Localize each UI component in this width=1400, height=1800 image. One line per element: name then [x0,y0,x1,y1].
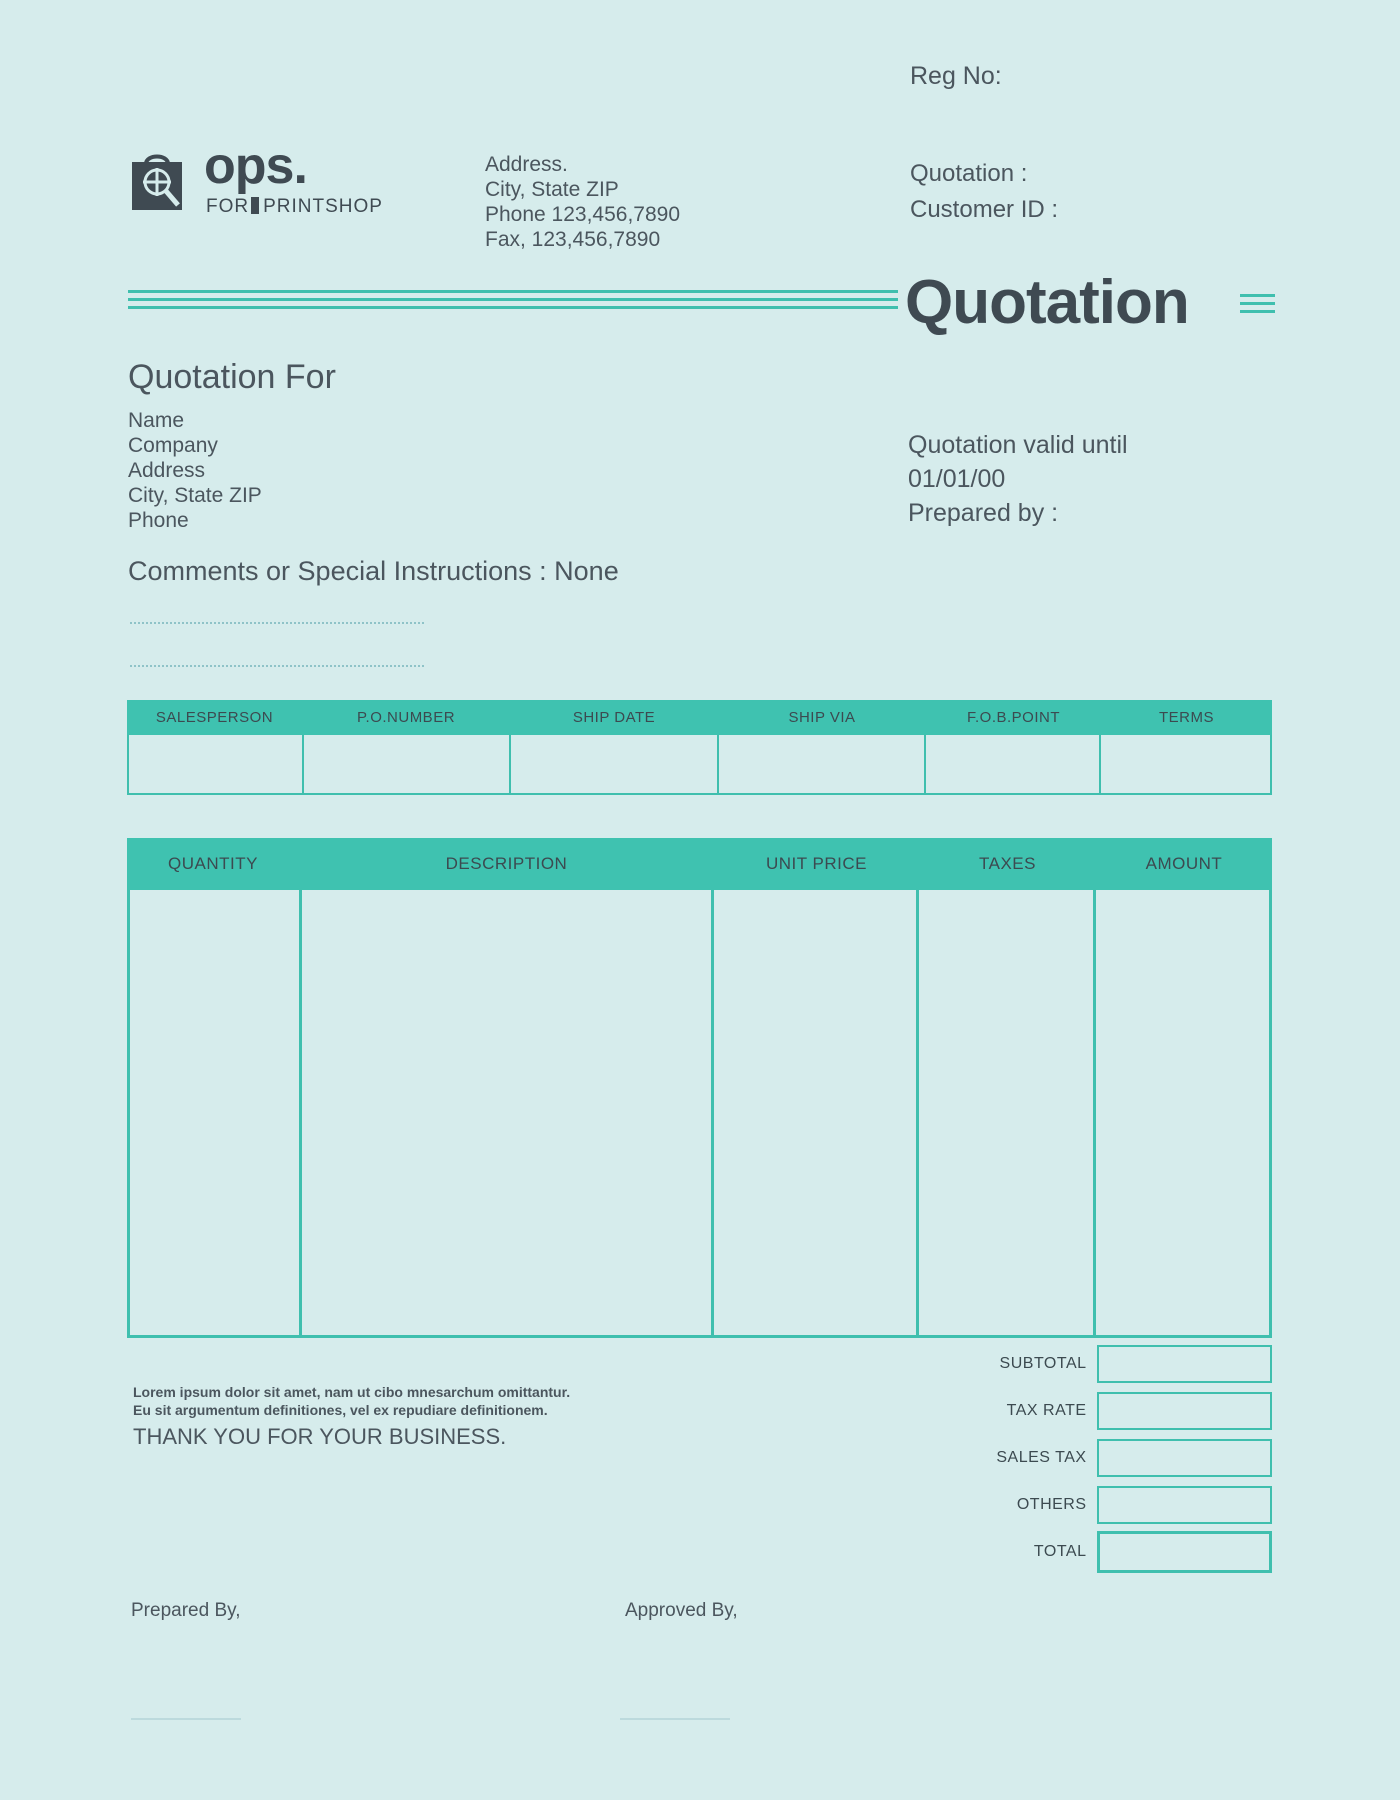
column-amount[interactable] [1096,890,1269,1335]
company-phone: Phone 123,456,7890 [485,203,681,226]
label-subtotal: SUBTOTAL [999,1354,1087,1372]
approved-by-signature-line[interactable] [620,1718,730,1720]
brand-tagline-pre: FOR [206,196,250,217]
header-amount: AMOUNT [1145,854,1223,873]
shipping-table [127,700,1272,795]
page-title: Quotation [905,268,1189,337]
comments-line-1[interactable] [130,622,424,624]
footer-note-line-1: Lorem ipsum dolor sit amet, nam ut cibo mnesarchum omittantur. [133,1384,571,1400]
cell-salesperson[interactable] [129,735,304,793]
header-taxes: TAXES [979,854,1036,873]
company-address-block [485,152,680,252]
value-tax-rate[interactable] [1097,1392,1272,1430]
company-address: Address. [485,153,568,176]
header-ship-date: SHIP DATE [572,709,656,726]
validity-block [908,428,1128,530]
prepared-by-signature-line[interactable] [131,1718,241,1720]
brand-tagline-post: PRINTSHOP [263,196,383,217]
header-rule-left [128,290,898,318]
totals-row-tax-rate [948,1387,1272,1434]
cell-fob-point[interactable] [926,735,1101,793]
column-quantity[interactable] [130,890,302,1335]
quotation-for-heading: Quotation For [128,358,336,396]
customer-city-state-zip: City, State ZIP [128,484,262,507]
header-rule-right [1240,294,1275,318]
items-table-body [127,890,1272,1338]
prepared-by-label: Prepared by : [908,499,1059,527]
header-salesperson: SALESPERSON [155,709,274,726]
label-others: OTHERS [1016,1495,1087,1513]
column-description[interactable] [302,890,713,1335]
shopping-bag-icon [130,150,192,212]
customer-id-label: Customer ID : [910,196,1059,223]
label-total: TOTAL [1033,1542,1087,1560]
label-sales-tax: SALES TAX [996,1448,1087,1466]
totals-row-sales-tax [948,1434,1272,1481]
column-taxes[interactable] [919,890,1096,1335]
company-fax: Fax, 123,456,7890 [485,228,661,251]
shipping-table-row [127,735,1272,795]
cell-po-number[interactable] [304,735,511,793]
customer-phone: Phone [128,509,189,532]
header-quantity: QUANTITY [168,854,258,873]
thank-you-message: THANK YOU FOR YOUR BUSINESS. [133,1424,507,1449]
header-fob-point: F.O.B.POINT [966,709,1060,726]
header-ship-via: SHIP VIA [788,709,856,726]
quotation-for-details [128,408,262,533]
label-tax-rate: TAX RATE [1006,1401,1087,1419]
totals-row-total [948,1528,1272,1575]
brand-name: ops. [204,137,307,195]
items-table-header [127,838,1272,890]
approved-by-signature-label: Approved By, [625,1600,738,1621]
shipping-table-header [127,700,1272,735]
header-po-number: P.O.NUMBER [356,709,456,726]
header-unit-price: UNIT PRICE [765,854,868,873]
items-table [127,838,1272,1338]
valid-until-date: 01/01/00 [908,465,1006,493]
value-sales-tax[interactable] [1097,1439,1272,1477]
cell-ship-via[interactable] [719,735,926,793]
totals-row-subtotal [948,1340,1272,1387]
column-unit-price[interactable] [714,890,919,1335]
reg-no-label: Reg No: [910,62,1002,90]
quotation-number-label: Quotation : [910,160,1028,187]
comments-label: Comments or Special Instructions : None [128,556,619,586]
header-terms: TERMS [1159,709,1214,726]
comments-line-2[interactable] [130,665,424,667]
customer-company: Company [128,434,218,457]
customer-name: Name [128,409,185,432]
cell-terms[interactable] [1101,735,1270,793]
value-others[interactable] [1097,1486,1272,1524]
brand-logo [130,137,400,228]
footer-note-line-2: Eu sit argumentum definitiones, vel ex repudiare definitionem. [133,1402,548,1418]
brand-tagline [206,196,383,218]
valid-until-label: Quotation valid until [908,431,1128,459]
tagline-divider-bar [251,197,259,214]
header-description: DESCRIPTION [445,854,568,873]
customer-address: Address [128,459,206,482]
totals-row-others [948,1481,1272,1528]
totals-block [948,1340,1272,1575]
cell-ship-date[interactable] [511,735,718,793]
value-subtotal[interactable] [1097,1345,1272,1383]
footer-note [133,1383,570,1419]
company-city-state-zip: City, State ZIP [485,178,619,201]
value-total[interactable] [1097,1531,1273,1573]
prepared-by-signature-label: Prepared By, [131,1600,241,1621]
